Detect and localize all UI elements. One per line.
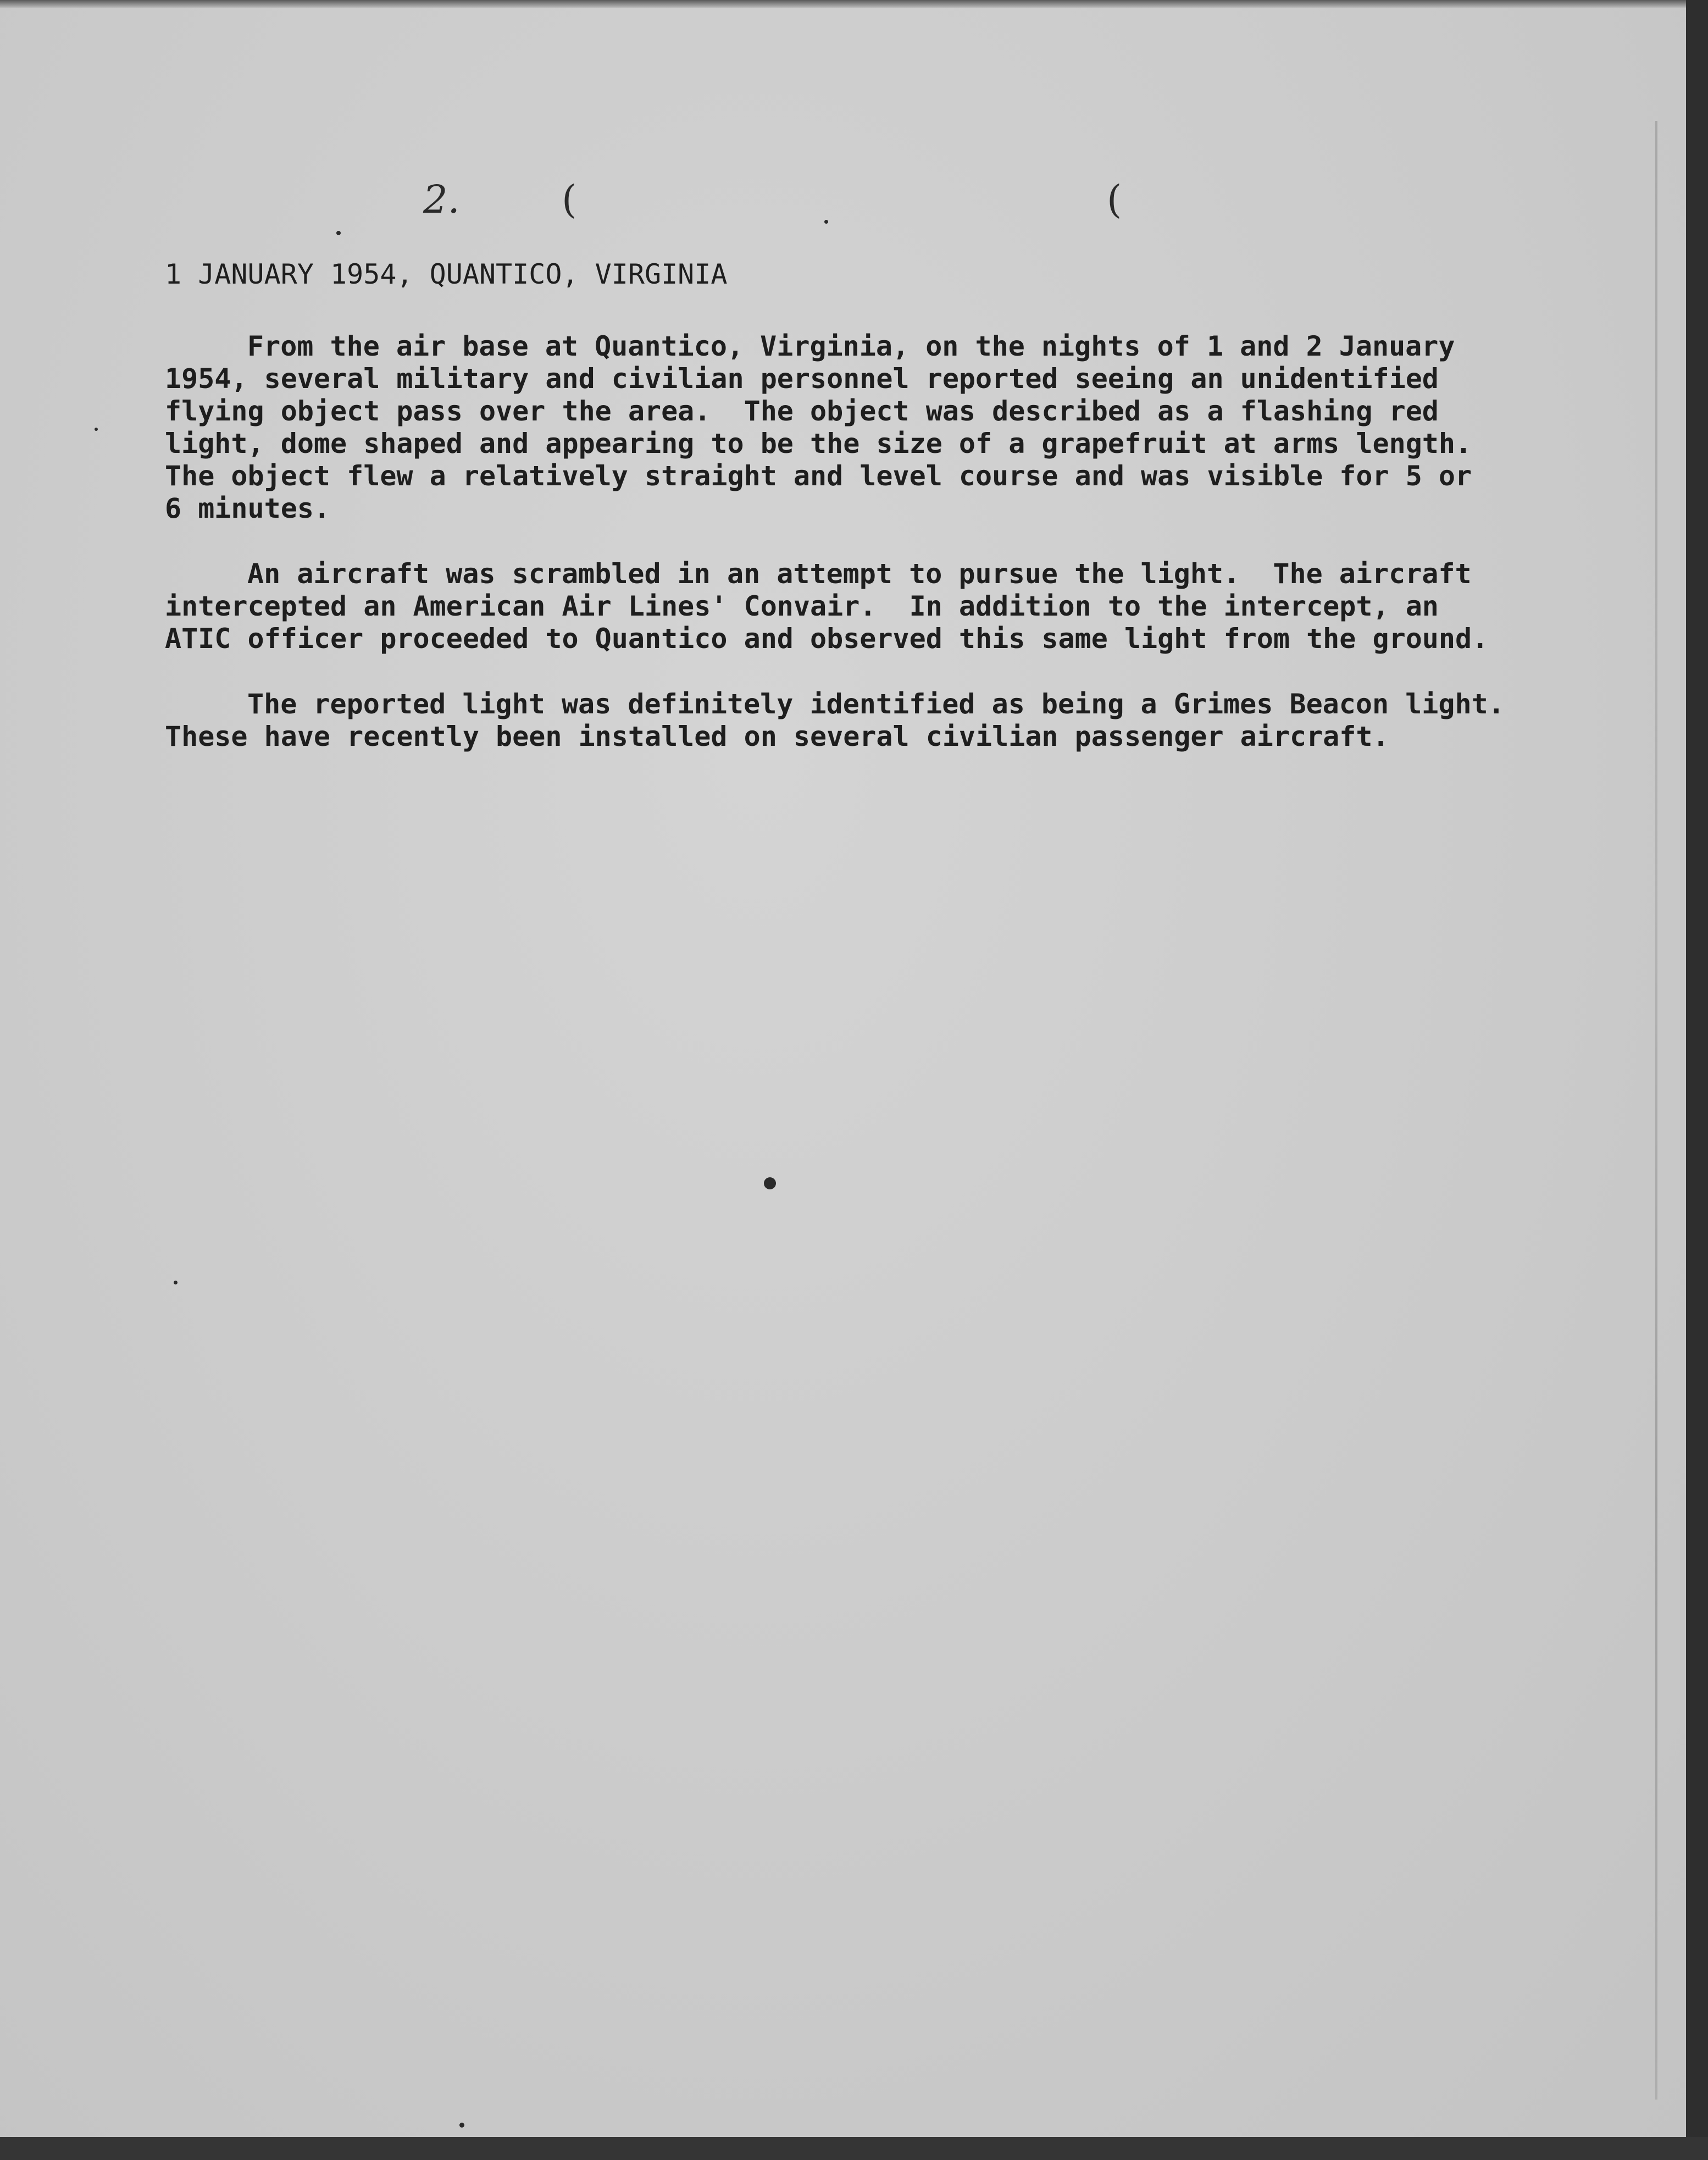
paragraph-line: From the air base at Quantico, Virginia, on the nights of 1 and 2 January (247, 330, 1455, 362)
scan-speck (764, 1177, 776, 1189)
paragraph-line: These have recently been installed on several civilian passenger aircraft. (165, 721, 1389, 752)
document-body (165, 258, 1539, 786)
document-heading: 1 JANUARY 1954, QUANTICO, VIRGINIA (165, 258, 728, 290)
scan-speck (95, 428, 98, 431)
scan-margin-line (1655, 121, 1657, 2100)
paragraph-line: An aircraft was scrambled in an attempt to pursue the light. The aircraft (247, 558, 1472, 590)
paragraph-line: flying object pass over the area. The object was described as a flashing red (165, 395, 1439, 427)
scan-speck (459, 2123, 464, 2128)
punch-mark-right: ( (1107, 177, 1122, 222)
paragraph-3 (165, 688, 1539, 753)
paragraph-line: The object flew a relatively straight and level course and was visible for 5 or (165, 460, 1472, 492)
handwritten-page-number: 2. (423, 177, 460, 222)
paragraph-line: The reported light was definitely identified as being a Grimes Beacon light. (247, 688, 1505, 720)
paragraph-line: intercepted an American Air Lines' Convair. In addition to the intercept, an (165, 590, 1439, 622)
paragraph-line: light, dome shaped and appearing to be the size of a grapefruit at arms length. (165, 428, 1472, 459)
scan-bottom-edge (0, 2137, 1708, 2160)
paragraph-line: ATIC officer proceeded to Quantico and observed this same light from the ground. (165, 623, 1489, 655)
paragraph-line: 6 minutes. (165, 492, 331, 524)
paragraph-line: 1954, several military and civilian personnel reported seeing an unidentified (165, 363, 1439, 395)
scan-speck (824, 220, 828, 224)
punch-mark-left: ( (562, 177, 577, 222)
scan-speck (174, 1281, 178, 1284)
scan-top-edge (0, 0, 1686, 8)
scan-speck (336, 231, 341, 235)
paragraph-2 (165, 558, 1539, 655)
paragraph-1 (165, 330, 1539, 525)
scan-right-edge (1686, 0, 1708, 2160)
